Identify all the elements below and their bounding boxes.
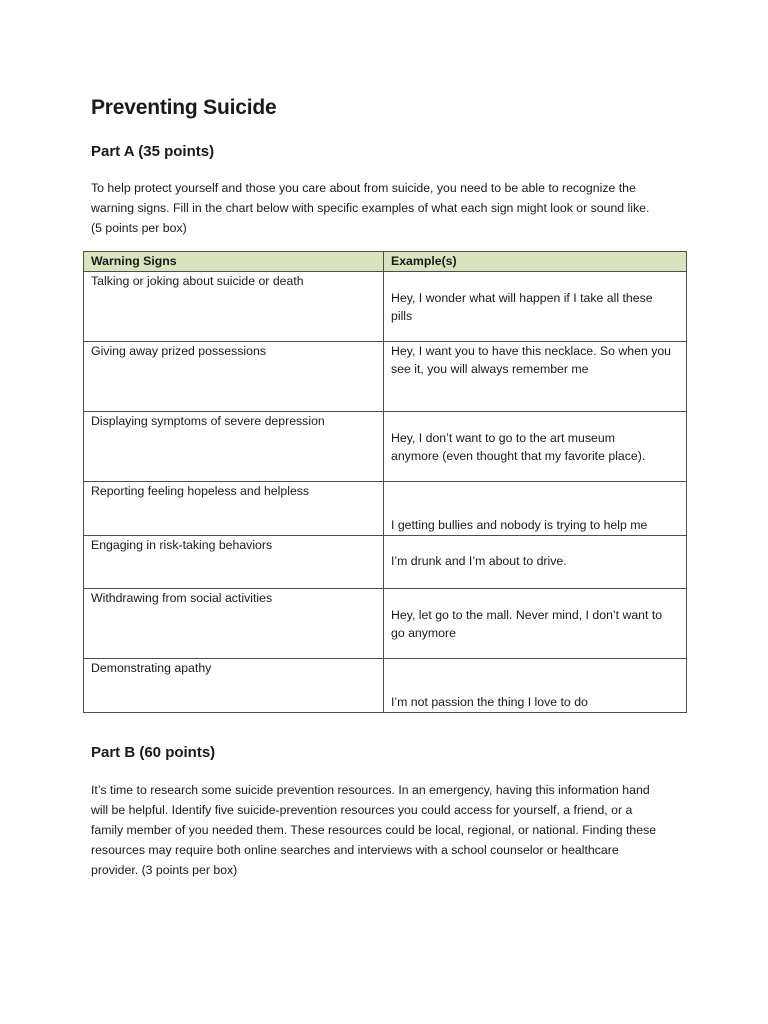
warning-sign-cell [84, 482, 384, 536]
table-row [84, 536, 687, 589]
instruction-line: provider. (3 points per box) [91, 863, 238, 877]
table-row [84, 342, 687, 412]
instruction-line: will be helpful. Identify five suicide-prevention resources you could access for yourself, a friend, or a [91, 803, 633, 817]
example-text: I’m not passion the thing I love to do [391, 695, 588, 709]
example-cell [384, 589, 687, 659]
part-a-instructions [91, 178, 681, 238]
instruction-line: (5 points per box) [91, 221, 187, 235]
instruction-line: warning signs. Fill in the chart below with specific examples of what each sign might look or sound like. [91, 201, 650, 215]
example-text: pills [391, 309, 413, 323]
example-cell [384, 412, 687, 482]
example-cell [384, 272, 687, 342]
column-header-warning-signs: Warning Signs [84, 252, 384, 272]
instruction-line: resources may require both online searches and interviews with a school counselor or healthcare [91, 843, 619, 857]
example-text: anymore (even thought that my favorite place). [391, 449, 646, 463]
warning-signs-table [83, 251, 687, 713]
warning-sign-cell [84, 659, 384, 713]
column-header-examples: Example(s) [384, 252, 687, 272]
example-text: Hey, I don’t want to go to the art museum [391, 431, 615, 445]
page-title: Preventing Suicide [91, 96, 277, 119]
warning-sign-text: Engaging in risk-taking behaviors [91, 538, 273, 552]
example-text: Hey, let go to the mall. Never mind, I don’t want to [391, 608, 663, 622]
example-cell [384, 342, 687, 412]
table-row [84, 412, 687, 482]
example-cell [384, 482, 687, 536]
table-row [84, 659, 687, 713]
warning-sign-cell [84, 342, 384, 412]
part-b-instructions [91, 780, 681, 880]
table-header-row [84, 252, 687, 272]
warning-sign-text: Giving away prized possessions [91, 344, 266, 358]
table-row [84, 272, 687, 342]
example-text: Hey, I wonder what will happen if I take all these [391, 291, 653, 305]
example-cell [384, 536, 687, 589]
warning-sign-text: Withdrawing from social activities [91, 591, 273, 605]
instruction-line: family member of you needed them. These resources could be local, regional, or national. Finding these [91, 823, 657, 837]
warning-sign-text: Displaying symptoms of severe depression [91, 414, 325, 428]
table-row [84, 482, 687, 536]
part-b-heading: Part B (60 points) [91, 744, 216, 761]
example-text: see it, you will always remember me [391, 362, 589, 376]
warning-sign-cell [84, 589, 384, 659]
warning-sign-text: Talking or joking about suicide or death [91, 274, 304, 288]
warning-sign-cell [84, 272, 384, 342]
example-text: go anymore [391, 626, 456, 640]
warning-sign-text: Reporting feeling hopeless and helpless [91, 484, 310, 498]
example-cell [384, 659, 687, 713]
instruction-line: It’s time to research some suicide prevention resources. In an emergency, having this information hand [91, 783, 650, 797]
table-row [84, 589, 687, 659]
warning-sign-cell [84, 536, 384, 589]
warning-sign-cell [84, 412, 384, 482]
warning-sign-text: Demonstrating apathy [91, 661, 212, 675]
instruction-line: To help protect yourself and those you care about from suicide, you need to be able to recognize the [91, 181, 636, 195]
example-text: I getting bullies and nobody is trying to help me [391, 518, 648, 532]
example-text: Hey, I want you to have this necklace. So when you [391, 344, 672, 358]
example-text: I’m drunk and I’m about to drive. [391, 554, 567, 568]
part-a-heading: Part A (35 points) [91, 143, 215, 160]
